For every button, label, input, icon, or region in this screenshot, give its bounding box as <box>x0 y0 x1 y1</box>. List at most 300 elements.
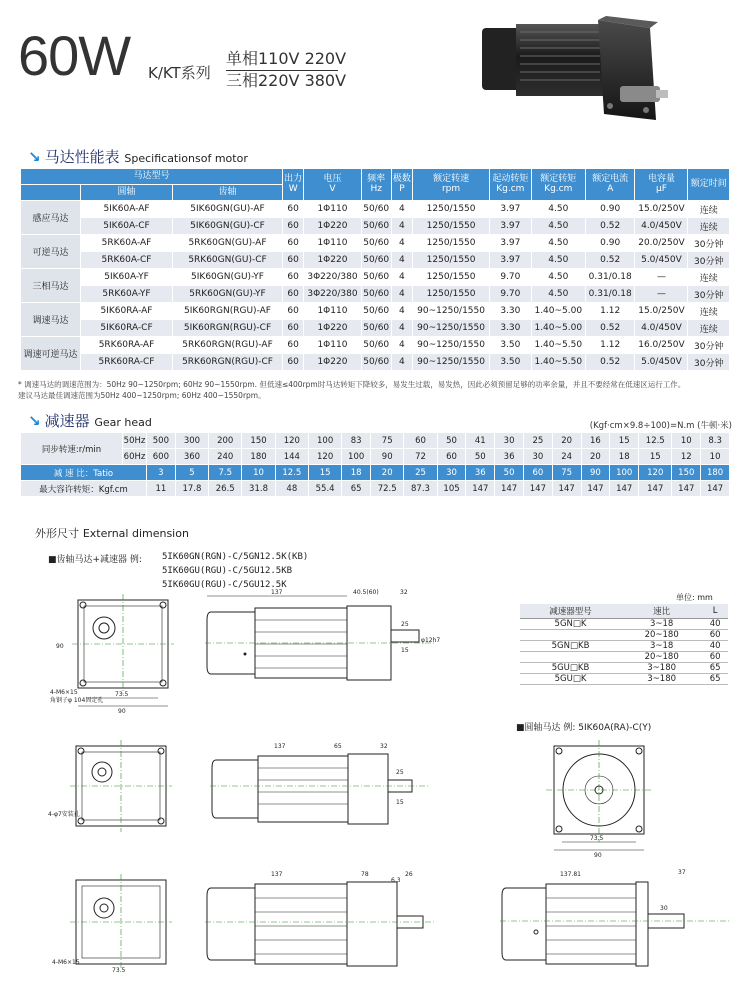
dim-cell: 5GN□KB <box>520 640 621 651</box>
motor-category: 调速马达 <box>21 303 81 337</box>
motor-category: 感应马达 <box>21 201 81 235</box>
spec-cell-speed: 1250/1550 <box>413 235 490 252</box>
screw-label-c: 4-M6×15 <box>52 959 80 966</box>
spec-cell-round: 5IK60A-CF <box>81 218 173 235</box>
side-view-drawing-1 <box>205 589 441 690</box>
dim-25-a: 25 <box>401 621 409 628</box>
spec-cell-start-torque: 3.50 <box>490 337 531 354</box>
speed-60hz-cell: 10 <box>701 449 730 465</box>
dim-137-b: 137 <box>274 743 286 750</box>
spec-cell-freq: 50/60 <box>361 286 391 303</box>
th-rated-torque: 额定转矩 Kg.cm <box>531 169 585 201</box>
dim-137-a: 137 <box>271 589 283 596</box>
ratio-cell: 150 <box>672 465 701 481</box>
spec-cell-round: 5RK60RA-CF <box>81 354 173 371</box>
speed-60hz-cell: 18 <box>610 449 639 465</box>
spec-cell-rated-time: 30分钟 <box>688 337 730 354</box>
speed-note <box>18 379 738 401</box>
spec-row <box>21 252 730 269</box>
speed-50hz-cell: 60 <box>404 433 437 449</box>
speed-50hz-cell: 8.3 <box>701 433 730 449</box>
spec-cell-freq: 50/60 <box>361 303 391 320</box>
torque-cell: 31.8 <box>242 481 275 497</box>
dim-90-side-a: 90 <box>56 643 64 650</box>
speed-60hz-cell: 360 <box>175 449 208 465</box>
ratio-cell: 30 <box>437 465 466 481</box>
speed-50hz-cell: 50 <box>437 433 466 449</box>
spec-row <box>21 286 730 303</box>
ratio-label: 减 速 比：Tatio <box>21 465 147 481</box>
spec-cell-round: 5RK60A-YF <box>81 286 173 303</box>
dim-cell: 5GU□KB <box>520 662 621 673</box>
dim-78: 78 <box>361 871 369 878</box>
spec-cell-start-torque: 9.70 <box>490 269 531 286</box>
dim-row <box>520 651 728 662</box>
spec-cell-speed: 1250/1550 <box>413 218 490 235</box>
dim-90-a: 90 <box>118 708 126 715</box>
series-label: K/KT系列 <box>148 64 211 82</box>
speed-50hz-cell: 10 <box>672 433 701 449</box>
dim-137-c: 137 <box>271 871 283 878</box>
front-view-drawing-1 <box>52 590 182 720</box>
spec-cell-capacitor: — <box>635 286 688 303</box>
torque-cell: 147 <box>701 481 730 497</box>
side-view-drawing-2 <box>210 742 430 832</box>
spec-cell-poles: 4 <box>391 235 412 252</box>
spec-cell-start-torque: 3.97 <box>490 201 531 218</box>
torque-cell: 26.5 <box>209 481 242 497</box>
ratio-cell: 7.5 <box>209 465 242 481</box>
dim-26: 26 <box>405 871 413 878</box>
reducer-table <box>20 432 730 497</box>
th-freq: 频率 Hz <box>361 169 391 201</box>
spec-cell-rated-time: 30分钟 <box>688 252 730 269</box>
spec-cell-poles: 4 <box>391 354 412 371</box>
spec-cell-start-torque: 3.97 <box>490 235 531 252</box>
ratio-cell: 60 <box>523 465 552 481</box>
dim-32-b: 32 <box>380 743 388 750</box>
spec-cell-poles: 4 <box>391 218 412 235</box>
dim-30: 30 <box>660 905 668 912</box>
th-model: 马达型号 <box>21 169 283 185</box>
front-view-drawing-2 <box>48 736 182 836</box>
spec-cell-speed: 90~1250/1550 <box>413 354 490 371</box>
spec-cell-output: 60 <box>283 354 304 371</box>
motor-category: 三相马达 <box>21 269 81 303</box>
spec-row <box>21 235 730 252</box>
spec-cell-voltage: 1Φ110 <box>304 337 361 354</box>
spec-cell-freq: 50/60 <box>361 252 391 269</box>
dim-6-3: 6.3 <box>391 877 401 884</box>
dim-cell: 20~180 <box>621 629 702 640</box>
dim-row <box>520 640 728 651</box>
hz60-label: 60Hz <box>123 449 147 465</box>
spec-cell-rated-torque: 4.50 <box>531 269 585 286</box>
dim-th-ratio: 速比 <box>621 604 702 618</box>
spec-cell-speed: 1250/1550 <box>413 286 490 303</box>
spec-row <box>21 354 730 371</box>
spec-cell-rated-torque: 1.40~5.00 <box>531 320 585 337</box>
spec-cell-freq: 50/60 <box>361 235 391 252</box>
spec-cell-rated-torque: 1.40~5.50 <box>531 354 585 371</box>
speed-60hz-cell: 15 <box>639 449 672 465</box>
spec-cell-start-torque: 9.70 <box>490 286 531 303</box>
dim-cell: 65 <box>702 673 728 684</box>
ratio-cell: 12.5 <box>275 465 308 481</box>
spec-row <box>21 337 730 354</box>
spec-cell-rated-torque: 4.50 <box>531 252 585 269</box>
spec-cell-poles: 4 <box>391 303 412 320</box>
torque-cell: 72.5 <box>371 481 404 497</box>
spec-cell-gear: 5RK60GN(GU)-YF <box>173 286 283 303</box>
speed-note-line2: 建议马达最佳调速范围为50Hz 400~1250rpm; 60Hz 400~1550rpm。 <box>18 391 266 400</box>
spec-row <box>21 218 730 235</box>
spec-cell-current: 0.90 <box>586 235 635 252</box>
speed-50hz-cell: 12.5 <box>639 433 672 449</box>
model-example-2: 5IK60GU(RGU)-C/5GU12.5KB <box>162 566 293 576</box>
speed-50hz-cell: 15 <box>610 433 639 449</box>
speed-60hz-cell: 100 <box>342 449 371 465</box>
voltage-block <box>226 48 346 92</box>
arrow-icon: ↘ <box>28 148 41 166</box>
spec-cell-current: 1.12 <box>586 303 635 320</box>
spec-cell-output: 60 <box>283 303 304 320</box>
front-view-drawing-3 <box>52 870 182 980</box>
spec-cell-gear: 5IK60GN(GU)-AF <box>173 201 283 218</box>
spec-cell-rated-time: 连续 <box>688 201 730 218</box>
side-view-drawing-3 <box>205 870 435 980</box>
spec-cell-current: 0.52 <box>586 320 635 337</box>
torque-cell: 147 <box>581 481 610 497</box>
dim-table-body <box>520 618 728 684</box>
spec-cell-speed: 1250/1550 <box>413 269 490 286</box>
spec-cell-capacitor: 15.0/250V <box>635 201 688 218</box>
external-title <box>35 525 189 541</box>
spec-cell-poles: 4 <box>391 337 412 354</box>
speed-50hz-cell: 500 <box>147 433 176 449</box>
speed-50hz-cell: 83 <box>342 433 371 449</box>
ratio-cell: 36 <box>466 465 495 481</box>
th-output: 出力 W <box>283 169 304 201</box>
dim-cell <box>520 651 621 662</box>
spec-cell-rated-time: 30分钟 <box>688 286 730 303</box>
dim-73-5-c: 73.5 <box>590 835 604 842</box>
motor-spec-body <box>21 201 730 371</box>
th-round-shaft: 圆轴 <box>81 185 173 201</box>
spec-cell-start-torque: 3.97 <box>490 252 531 269</box>
torque-cell: 147 <box>639 481 672 497</box>
spec-cell-rated-torque: 4.50 <box>531 218 585 235</box>
th-capacitor: 电容量 μF <box>635 169 688 201</box>
dim-row <box>520 629 728 640</box>
spec-cell-capacitor: 4.0/450V <box>635 218 688 235</box>
spec-cell-output: 60 <box>283 201 304 218</box>
speed-50hz-cell: 30 <box>495 433 524 449</box>
spec-cell-output: 60 <box>283 235 304 252</box>
spec-cell-freq: 50/60 <box>361 320 391 337</box>
spec-cell-gear: 5RK60GN(GU)-CF <box>173 252 283 269</box>
ratio-cell: 50 <box>495 465 524 481</box>
spec-cell-capacitor: 5.0/450V <box>635 252 688 269</box>
spec-cell-poles: 4 <box>391 269 412 286</box>
spec-cell-speed: 90~1250/1550 <box>413 303 490 320</box>
ratio-cell: 18 <box>342 465 371 481</box>
spec-cell-gear: 5RK60RGN(RGU)-AF <box>173 337 283 354</box>
speed-60hz-cell: 60 <box>437 449 466 465</box>
ratio-cell: 180 <box>701 465 730 481</box>
motor-section-title <box>28 146 248 167</box>
spec-cell-rated-time: 连续 <box>688 320 730 337</box>
speed-60hz-cell: 20 <box>581 449 610 465</box>
spec-cell-speed: 90~1250/1550 <box>413 337 490 354</box>
spec-cell-rated-time: 30分钟 <box>688 235 730 252</box>
reducer-section-title <box>28 410 152 431</box>
th-voltage: 电压 V <box>304 169 361 201</box>
dim-cell: 65 <box>702 662 728 673</box>
dim-cell: 5GN□K <box>520 618 621 629</box>
ratio-cell: 3 <box>147 465 176 481</box>
dim-15-a: 15 <box>401 647 409 654</box>
spec-cell-current: 0.52 <box>586 354 635 371</box>
spec-cell-poles: 4 <box>391 252 412 269</box>
model-example-3: 5IK60GU(RGU)-C/5GU12.5K <box>162 580 287 590</box>
spec-cell-rated-torque: 1.40~5.50 <box>531 337 585 354</box>
spec-cell-current: 0.52 <box>586 252 635 269</box>
voltage-divider <box>226 70 338 71</box>
spec-row <box>21 303 730 320</box>
arrow-icon: ↘ <box>28 412 41 430</box>
gear-motor-label: ■齿轴马达+减速器 例: <box>48 555 142 565</box>
ratio-cell: 5 <box>175 465 208 481</box>
spec-cell-gear: 5IK60GN(GU)-CF <box>173 218 283 235</box>
torque-cell: 147 <box>552 481 581 497</box>
spec-cell-start-torque: 3.50 <box>490 354 531 371</box>
spec-cell-gear: 5IK60RGN(RGU)-CF <box>173 320 283 337</box>
spec-cell-round: 5RK60A-CF <box>81 252 173 269</box>
torque-cell: 87.3 <box>404 481 437 497</box>
page-title-power: 60W <box>18 24 131 87</box>
spec-cell-speed: 1250/1550 <box>413 201 490 218</box>
dim-shaft-a: φ12h7 <box>421 637 441 644</box>
spec-cell-voltage: 1Φ220 <box>304 320 361 337</box>
speed-50hz-cell: 20 <box>552 433 581 449</box>
spec-cell-voltage: 1Φ110 <box>304 201 361 218</box>
dim-unit: 单位: mm <box>676 593 713 602</box>
speed-60hz-cell: 144 <box>275 449 308 465</box>
torque-label: 最大容许转矩：Kgf.cm <box>21 481 147 497</box>
speed-60hz-cell: 120 <box>308 449 341 465</box>
spec-cell-freq: 50/60 <box>361 201 391 218</box>
th-gear-shaft: 齿轴 <box>173 185 283 201</box>
sync-speed-label: 同步转速:r/min <box>21 433 123 465</box>
speed-60hz-cell: 600 <box>147 449 176 465</box>
dim-cell: 3~180 <box>621 673 702 684</box>
spec-cell-freq: 50/60 <box>361 337 391 354</box>
spec-cell-freq: 50/60 <box>361 354 391 371</box>
ratio-cell: 25 <box>404 465 437 481</box>
spec-cell-round: 5IK60A-YF <box>81 269 173 286</box>
dim-cell: 40 <box>702 618 728 629</box>
spec-cell-rated-torque: 4.50 <box>531 286 585 303</box>
spec-cell-output: 60 <box>283 337 304 354</box>
ratio-cell: 15 <box>308 465 341 481</box>
external-title-cn: 外形尺寸 <box>35 527 79 540</box>
model-examples <box>162 550 308 592</box>
dim-37: 37 <box>678 869 686 876</box>
screw-label-a: 4-M6×15 <box>50 689 78 696</box>
dim-cell: 20~180 <box>621 651 702 662</box>
dim-cell: 60 <box>702 651 728 662</box>
spec-cell-output: 60 <box>283 320 304 337</box>
spec-cell-round: 5IK60A-AF <box>81 201 173 218</box>
speed-60hz-cell: 90 <box>371 449 404 465</box>
dim-cell: 3~18 <box>621 618 702 629</box>
spec-cell-rated-time: 30分钟 <box>688 354 730 371</box>
th-rated-time: 额定时间 <box>688 169 730 201</box>
spec-cell-freq: 50/60 <box>361 269 391 286</box>
speed-50hz-cell: 150 <box>242 433 275 449</box>
voltage-single: 单相110V 220V <box>226 49 347 68</box>
speed-60hz-cell: 50 <box>466 449 495 465</box>
spec-cell-start-torque: 3.97 <box>490 218 531 235</box>
ratio-cell: 20 <box>371 465 404 481</box>
spec-row <box>21 201 730 218</box>
spec-cell-start-torque: 3.30 <box>490 320 531 337</box>
reducer-section-title-en: Gear head <box>94 416 152 429</box>
dim-73-5-a: 73.5 <box>115 691 129 698</box>
mount-note-a: 角钢子φ 104固定孔 <box>50 697 104 704</box>
torque-cell: 17.8 <box>175 481 208 497</box>
spec-cell-voltage: 1Φ220 <box>304 252 361 269</box>
torque-cell: 11 <box>147 481 176 497</box>
spec-cell-current: 0.31/0.18 <box>586 269 635 286</box>
spec-cell-rated-time: 连续 <box>688 269 730 286</box>
spec-cell-rated-time: 连续 <box>688 218 730 235</box>
spec-cell-gear: 5RK60RGN(RGU)-CF <box>173 354 283 371</box>
spec-cell-round: 5IK60RA-AF <box>81 303 173 320</box>
dim-15-b: 15 <box>396 799 404 806</box>
spec-cell-voltage: 1Φ220 <box>304 218 361 235</box>
gearhead-dim-table <box>520 604 728 685</box>
ratio-cell: 100 <box>610 465 639 481</box>
spec-row <box>21 320 730 337</box>
spec-cell-capacitor: — <box>635 269 688 286</box>
speed-60hz-cell: 240 <box>209 449 242 465</box>
ratio-cell: 75 <box>552 465 581 481</box>
speed-60hz-cell: 24 <box>552 449 581 465</box>
spec-cell-rated-torque: 4.50 <box>531 201 585 218</box>
external-title-en: External dimension <box>82 527 189 540</box>
speed-60hz-cell: 12 <box>672 449 701 465</box>
speed-50hz-cell: 16 <box>581 433 610 449</box>
motor-category: 调速可逆马达 <box>21 337 81 371</box>
round-motor-label: ■圆轴马达 例: 5IK60A(RA)-C(Y) <box>516 723 652 733</box>
dim-th-l: L <box>702 604 728 618</box>
speed-50hz-cell: 41 <box>466 433 495 449</box>
spec-cell-round: 5RK60A-AF <box>81 235 173 252</box>
spec-cell-current: 1.12 <box>586 337 635 354</box>
dim-65-b: 65 <box>334 743 342 750</box>
torque-cell: 147 <box>610 481 639 497</box>
speed-60hz-cell: 30 <box>523 449 552 465</box>
speed-note-line1: * 调速马达的调速范围为：50Hz 90~1250rpm; 60Hz 90~1550rpm. 但低速≤400rpm时马达转矩下降较多，易发生过载，易发热，因此必须预留足够的功率余量，并且不要经常在低速区运行工作。 <box>18 380 686 389</box>
spec-cell-voltage: 3Φ220/380 <box>304 286 361 303</box>
spec-cell-poles: 4 <box>391 320 412 337</box>
torque-cell: 55.4 <box>308 481 341 497</box>
torque-cell: 65 <box>342 481 371 497</box>
reducer-section-title-cn: 减速器 <box>44 412 90 430</box>
motor-photo <box>470 10 670 138</box>
round-side-view-drawing <box>500 870 730 980</box>
dim-32-a: 32 <box>400 589 408 596</box>
dim-90-c: 90 <box>594 852 602 859</box>
ratio-cell: 120 <box>639 465 672 481</box>
spec-cell-gear: 5RK60GN(GU)-AF <box>173 235 283 252</box>
dim-cell: 60 <box>702 629 728 640</box>
screw-label-b: 4-φ7安装孔 <box>48 811 80 818</box>
th-speed: 额定转速 rpm <box>413 169 490 201</box>
spec-cell-output: 60 <box>283 269 304 286</box>
spec-cell-capacitor: 15.0/250V <box>635 303 688 320</box>
spec-cell-gear: 5IK60GN(GU)-YF <box>173 269 283 286</box>
motor-section-title-en: Specificationsof motor <box>124 152 248 165</box>
th-poles: 极数 P <box>391 169 412 201</box>
speed-50hz-cell: 120 <box>275 433 308 449</box>
speed-50hz-cell: 75 <box>371 433 404 449</box>
spec-cell-current: 0.31/0.18 <box>586 286 635 303</box>
dim-cell: 3~18 <box>621 640 702 651</box>
torque-cell: 48 <box>275 481 308 497</box>
spec-cell-speed: 1250/1550 <box>413 252 490 269</box>
torque-cell: 147 <box>672 481 701 497</box>
dim-25-b: 25 <box>396 769 404 776</box>
spec-cell-freq: 50/60 <box>361 218 391 235</box>
dim-137-81: 137.81 <box>560 871 581 878</box>
spec-cell-voltage: 1Φ220 <box>304 354 361 371</box>
spec-cell-round: 5RK60RA-AF <box>81 337 173 354</box>
motor-category: 可逆马达 <box>21 235 81 269</box>
reducer-unit-note: (Kgf·cm×9.8÷100)=N.m (牛顿·米) <box>589 421 732 431</box>
spec-cell-poles: 4 <box>391 286 412 303</box>
dim-row <box>520 618 728 629</box>
spec-cell-start-torque: 3.30 <box>490 303 531 320</box>
spec-cell-rated-time: 连续 <box>688 303 730 320</box>
dim-cell: 5GU□K <box>520 673 621 684</box>
ratio-cell: 10 <box>242 465 275 481</box>
model-example-1: 5IK60GN(RGN)-C/5GN12.5K(KB) <box>162 552 309 562</box>
torque-cell: 147 <box>523 481 552 497</box>
spec-cell-speed: 90~1250/1550 <box>413 320 490 337</box>
spec-cell-voltage: 1Φ110 <box>304 303 361 320</box>
dim-40-5: 40.5(60) <box>353 589 379 596</box>
spec-cell-output: 60 <box>283 252 304 269</box>
voltage-three: 三相220V 380V <box>226 71 347 90</box>
spec-cell-poles: 4 <box>391 201 412 218</box>
dim-row <box>520 673 728 684</box>
spec-cell-rated-torque: 4.50 <box>531 235 585 252</box>
dim-cell <box>520 629 621 640</box>
ratio-cell: 90 <box>581 465 610 481</box>
spec-cell-current: 0.52 <box>586 218 635 235</box>
spec-cell-capacitor: 20.0/250V <box>635 235 688 252</box>
speed-60hz-cell: 180 <box>242 449 275 465</box>
th-start-torque: 起动转矩 Kg.cm <box>490 169 531 201</box>
hz50-label: 50Hz <box>123 433 147 449</box>
speed-50hz-cell: 100 <box>308 433 341 449</box>
spec-cell-voltage: 3Φ220/380 <box>304 269 361 286</box>
dim-row <box>520 662 728 673</box>
dim-cell: 40 <box>702 640 728 651</box>
